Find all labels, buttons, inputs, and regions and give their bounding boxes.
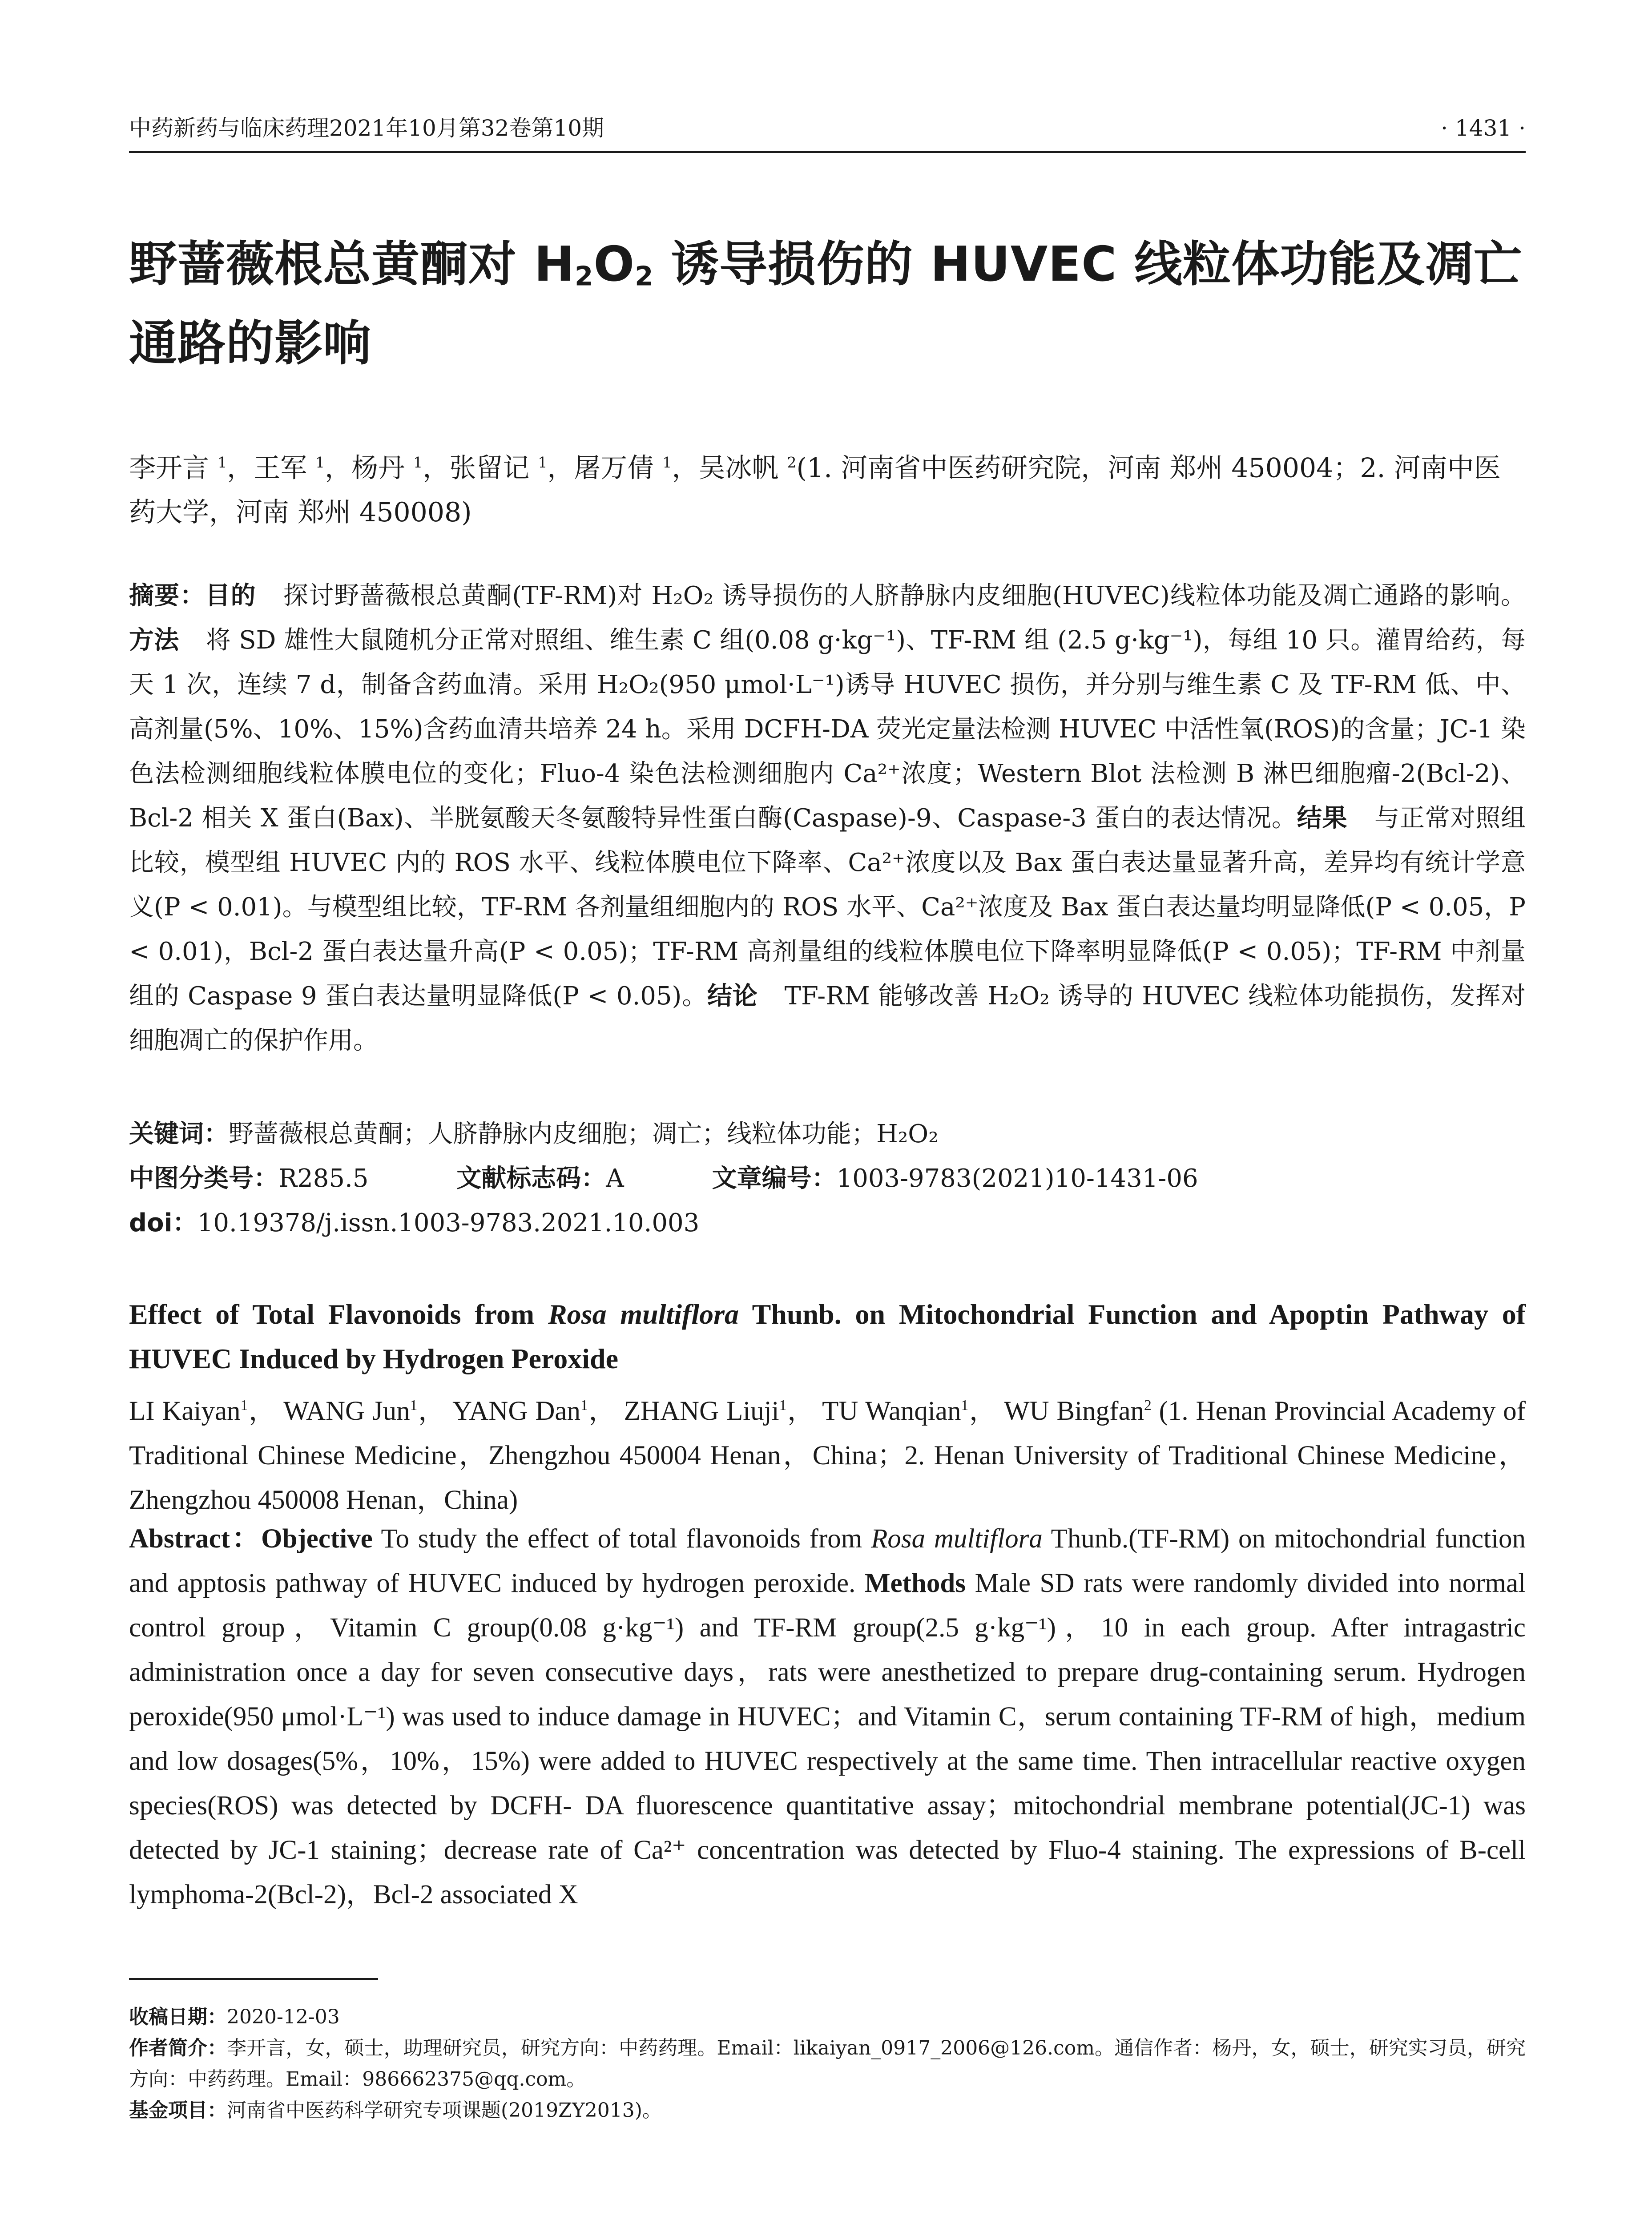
author-name: 吴冰帆 bbox=[698, 452, 779, 484]
author-name: 王军 bbox=[254, 452, 307, 484]
clc-value: R285.5 bbox=[278, 1164, 369, 1193]
author-affiliation-mark: 1 bbox=[580, 1397, 588, 1414]
doi-line bbox=[129, 1201, 1526, 1245]
title-part: 诱导损伤的 HUVEC 线粒体功能及凋亡通路的影响 bbox=[129, 237, 1522, 371]
classification-line bbox=[129, 1156, 1526, 1201]
author-list-en: LI Kaiyan$^1$， WANG Jun$^1$， YANG Dan$^1$， ZHANG Liuji$^1$， TU Wanqian$^1$， WU Bingfan$^2$ (1. Henan Provincial Academy of Traditional Chinese Medicine，Zhengzhou 450004 Henan，China；2. Henan University of Traditional Chinese Medicine，Zhengzhou 450008 Henan，China) bbox=[129, 1396, 1526, 1515]
methods-en-label: Methods bbox=[864, 1568, 966, 1598]
methods-label: 方法 bbox=[129, 626, 179, 655]
author-name-en: YANG Dan bbox=[452, 1396, 580, 1426]
objective-en-label: Objective bbox=[261, 1524, 373, 1554]
author-list-cn: 李开言 $^1$，王军 $^1$，杨丹 $^1$，张留记 $^1$，屠万倩 $^1$，吴冰帆 $^2$(1. 河南省中医药研究院，河南 郑州 450004；2. 河南中医药大学，河南 郑州 450008) bbox=[129, 452, 1501, 528]
keywords-line bbox=[129, 1112, 1526, 1156]
author-name-en: LI Kaiyan bbox=[129, 1396, 241, 1426]
title-en-part: Effect of Total Flavonoids from bbox=[129, 1298, 548, 1330]
author-bio bbox=[129, 2033, 1526, 2095]
author-affiliation-mark: 2 bbox=[1144, 1397, 1152, 1414]
author-name: 屠万倩 bbox=[574, 452, 654, 484]
affiliations-cn: (1. 河南省中医药研究院，河南 郑州 450004；2. 河南中医药大学，河南 郑州 450008) bbox=[129, 452, 1501, 528]
author-name: 李开言 bbox=[129, 452, 209, 484]
author-bio-label: 作者简介： bbox=[129, 2037, 227, 2059]
author-name-en: WANG Jun bbox=[283, 1396, 410, 1426]
author-affiliation-mark: 1 bbox=[662, 454, 672, 471]
author-bio-text: 李开言，女，硕士，助理研究员，研究方向：中药药理。Email：likaiyan_0917_2006@126.com。通信作者：杨丹，女，硕士，研究实习员，研究方向：中药药理。Email：986662375@qq.com。 bbox=[129, 2037, 1526, 2091]
objective-label: 目的 bbox=[205, 581, 256, 610]
received-label: 收稿日期： bbox=[129, 2006, 227, 2028]
author-name: 杨丹 bbox=[351, 452, 405, 484]
title-en-part: Thunb. on Mitochondrial Function and Apoptin Pathway of HUVEC Induced by Hydrogen Peroxide bbox=[129, 1298, 1526, 1374]
author-affiliation-mark: 1 bbox=[410, 1397, 418, 1414]
objective-en-text: To study the effect of total flavonoids from bbox=[381, 1524, 871, 1554]
article-number-value: 1003-9783(2021)10-1431-06 bbox=[836, 1164, 1198, 1193]
conclusion-text: TF-RM 能够改善 H₂O₂ 诱导的 HUVEC 线粒体功能损伤，发挥对细胞凋亡的保护作用。 bbox=[129, 982, 1526, 1055]
article-title-en bbox=[129, 1292, 1526, 1381]
species-name: Rosa multiflora bbox=[548, 1298, 739, 1330]
methods-en-text: Male SD rats were randomly divided into normal control group，Vitamin C group(0.08 g·kg⁻¹) and TF-RM group(2.5 g·kg⁻¹)，10 in each group. After intragastric administration once a day for seven consecutive days，rats were anesthetized to prepare drug-containing serum. Hydrogen peroxide(950 μmol·L⁻¹) was used to induce damage in HUVEC；and Vitamin C，serum containing TF-RM of high，medium and low dosages(5%，10%，15%) were added to HUVEC respectively at the same time. Then intracellular reactive oxygen species(ROS) was detected by DCFH- DA fluorescence quantitative assay；mitochondrial membrane potential(JC-1) was detected by JC-1 staining；decrease rate of Ca²⁺ concentration was detected by Fluo-4 staining. The expressions of B-cell lymphoma-2(Bcl-2)，Bcl-2 associated X bbox=[129, 1568, 1526, 1910]
author-affiliation-mark: 1 bbox=[961, 1397, 969, 1414]
header-rule bbox=[129, 151, 1526, 153]
received-date bbox=[129, 2002, 1526, 2033]
species-name: Rosa multiflora bbox=[871, 1524, 1043, 1554]
article-number-label: 文章编号： bbox=[712, 1164, 837, 1193]
doi-link[interactable]: 10.19378/j.issn.1003-9783.2021.10.003 bbox=[197, 1209, 700, 1237]
author-affiliation-mark: 1 bbox=[779, 1397, 787, 1414]
title-subscript: 2 bbox=[635, 261, 654, 292]
author-affiliation-mark: 1 bbox=[240, 1397, 248, 1414]
author-name-en: WU Bingfan bbox=[1004, 1396, 1144, 1426]
page-number: · 1431 · bbox=[1441, 115, 1526, 141]
abstract-en bbox=[129, 1517, 1526, 1917]
abstract-en-label: Abstract： bbox=[129, 1524, 262, 1554]
journal-issue: 中药新药与临床药理2021年10月第32卷第10期 bbox=[129, 115, 604, 141]
title-part: 野蔷薇根总黄酮对 H bbox=[129, 237, 575, 292]
doi-label: doi： bbox=[129, 1209, 197, 1237]
author-affiliation-mark: 1 bbox=[413, 454, 423, 471]
footnote-rule bbox=[129, 1978, 378, 1980]
methods-text: 将 SD 雄性大鼠随机分正常对照组、维生素 C 组(0.08 g·kg⁻¹)、TF-RM 组 (2.5 g·kg⁻¹)，每组 10 只。灌胃给药，每天 1 次，连续 7 d，制备含药血清。采用 H₂O₂(950 μmol·L⁻¹)诱导 HUVEC 损伤，并分别与维生素 C 及 TF-RM 低、中、高剂量(5%、10%、15%)含药血清共培养 24 h。采用 DCFH-DA 荧光定量法检测 HUVEC 中活性氧(ROS)的含量；JC-1 染色法检测细胞线粒体膜电位的变化；Fluo-4 染色法检测细胞内 Ca²⁺浓度；Western Blot 法检测 B 淋巴细胞瘤-2(Bcl-2)、Bcl-2 相关 X 蛋白(Bax)、半胱氨酸天冬氨酸特异性蛋白酶(Caspase)-9、Caspase-3 蛋白的表达情况。 bbox=[129, 626, 1526, 833]
objective-en-text: Thunb.(TF-RM) on mitochondrial function and apptosis pathway of HUVEC induced by hydrogen peroxide. bbox=[129, 1524, 1526, 1598]
funding-label: 基金项目： bbox=[129, 2099, 227, 2122]
document-code-label: 文献标志码： bbox=[456, 1164, 606, 1193]
title-part: O bbox=[593, 237, 635, 292]
author-affiliation-mark: 2 bbox=[787, 454, 797, 471]
objective-text: 探讨野蔷薇根总黄酮(TF-RM)对 H₂O₂ 诱导损伤的人脐静脉内皮细胞(HUVEC)线粒体功能及凋亡通路的影响。 bbox=[282, 581, 1526, 610]
author-affiliation-mark: 1 bbox=[315, 454, 325, 471]
conclusion-label: 结论 bbox=[707, 982, 758, 1011]
received-value: 2020-12-03 bbox=[227, 2006, 340, 2028]
document-code-value: A bbox=[606, 1164, 624, 1193]
abstract-label: 摘要： bbox=[129, 581, 205, 610]
author-name: 张留记 bbox=[449, 452, 530, 484]
results-text: 与正常对照组比较，模型组 HUVEC 内的 ROS 水平、线粒体膜电位下降率、Ca²⁺浓度以及 Bax 蛋白表达量显著升高，差异均有统计学意义(P < 0.01)。与模型组比较，TF-RM 各剂量组细胞内的 ROS 水平、Ca²⁺浓度及 Bax 蛋白表达量均明显降低(P < 0.05，P < 0.01)，Bcl-2 蛋白表达量升高(P < 0.05)；TF-RM 高剂量组的线粒体膜电位下降率明显降低(P < 0.05)；TF-RM 中剂量组的 Caspase 9 蛋白表达量明显降低(P < 0.05)。 bbox=[129, 804, 1526, 1011]
author-name-en: TU Wanqian bbox=[822, 1396, 961, 1426]
title-subscript: 2 bbox=[575, 261, 594, 292]
running-header bbox=[129, 110, 1526, 146]
affiliations-en: (1. Henan Provincial Academy of Traditional Chinese Medicine，Zhengzhou 450004 Henan，China；2. Henan University of Traditional Chinese Medicine，Zhengzhou 450008 Henan，China) bbox=[129, 1396, 1526, 1515]
funding-text: 河南省中医药科学研究专项课题(2019ZY2013)。 bbox=[227, 2099, 662, 2122]
results-label: 结果 bbox=[1297, 804, 1348, 833]
abstract-cn bbox=[129, 574, 1526, 1063]
footnotes bbox=[129, 2002, 1526, 2126]
author-affiliation-mark: 1 bbox=[218, 454, 227, 471]
keywords-text: 野蔷薇根总黄酮；人脐静脉内皮细胞；凋亡；线粒体功能；H₂O₂ bbox=[229, 1120, 939, 1148]
clc-label: 中图分类号： bbox=[129, 1164, 278, 1193]
keywords-label: 关键词： bbox=[129, 1120, 229, 1148]
article-title-cn bbox=[129, 231, 1526, 377]
author-affiliation-mark: 1 bbox=[538, 454, 548, 471]
funding bbox=[129, 2095, 1526, 2126]
author-name-en: ZHANG Liuji bbox=[624, 1396, 779, 1426]
